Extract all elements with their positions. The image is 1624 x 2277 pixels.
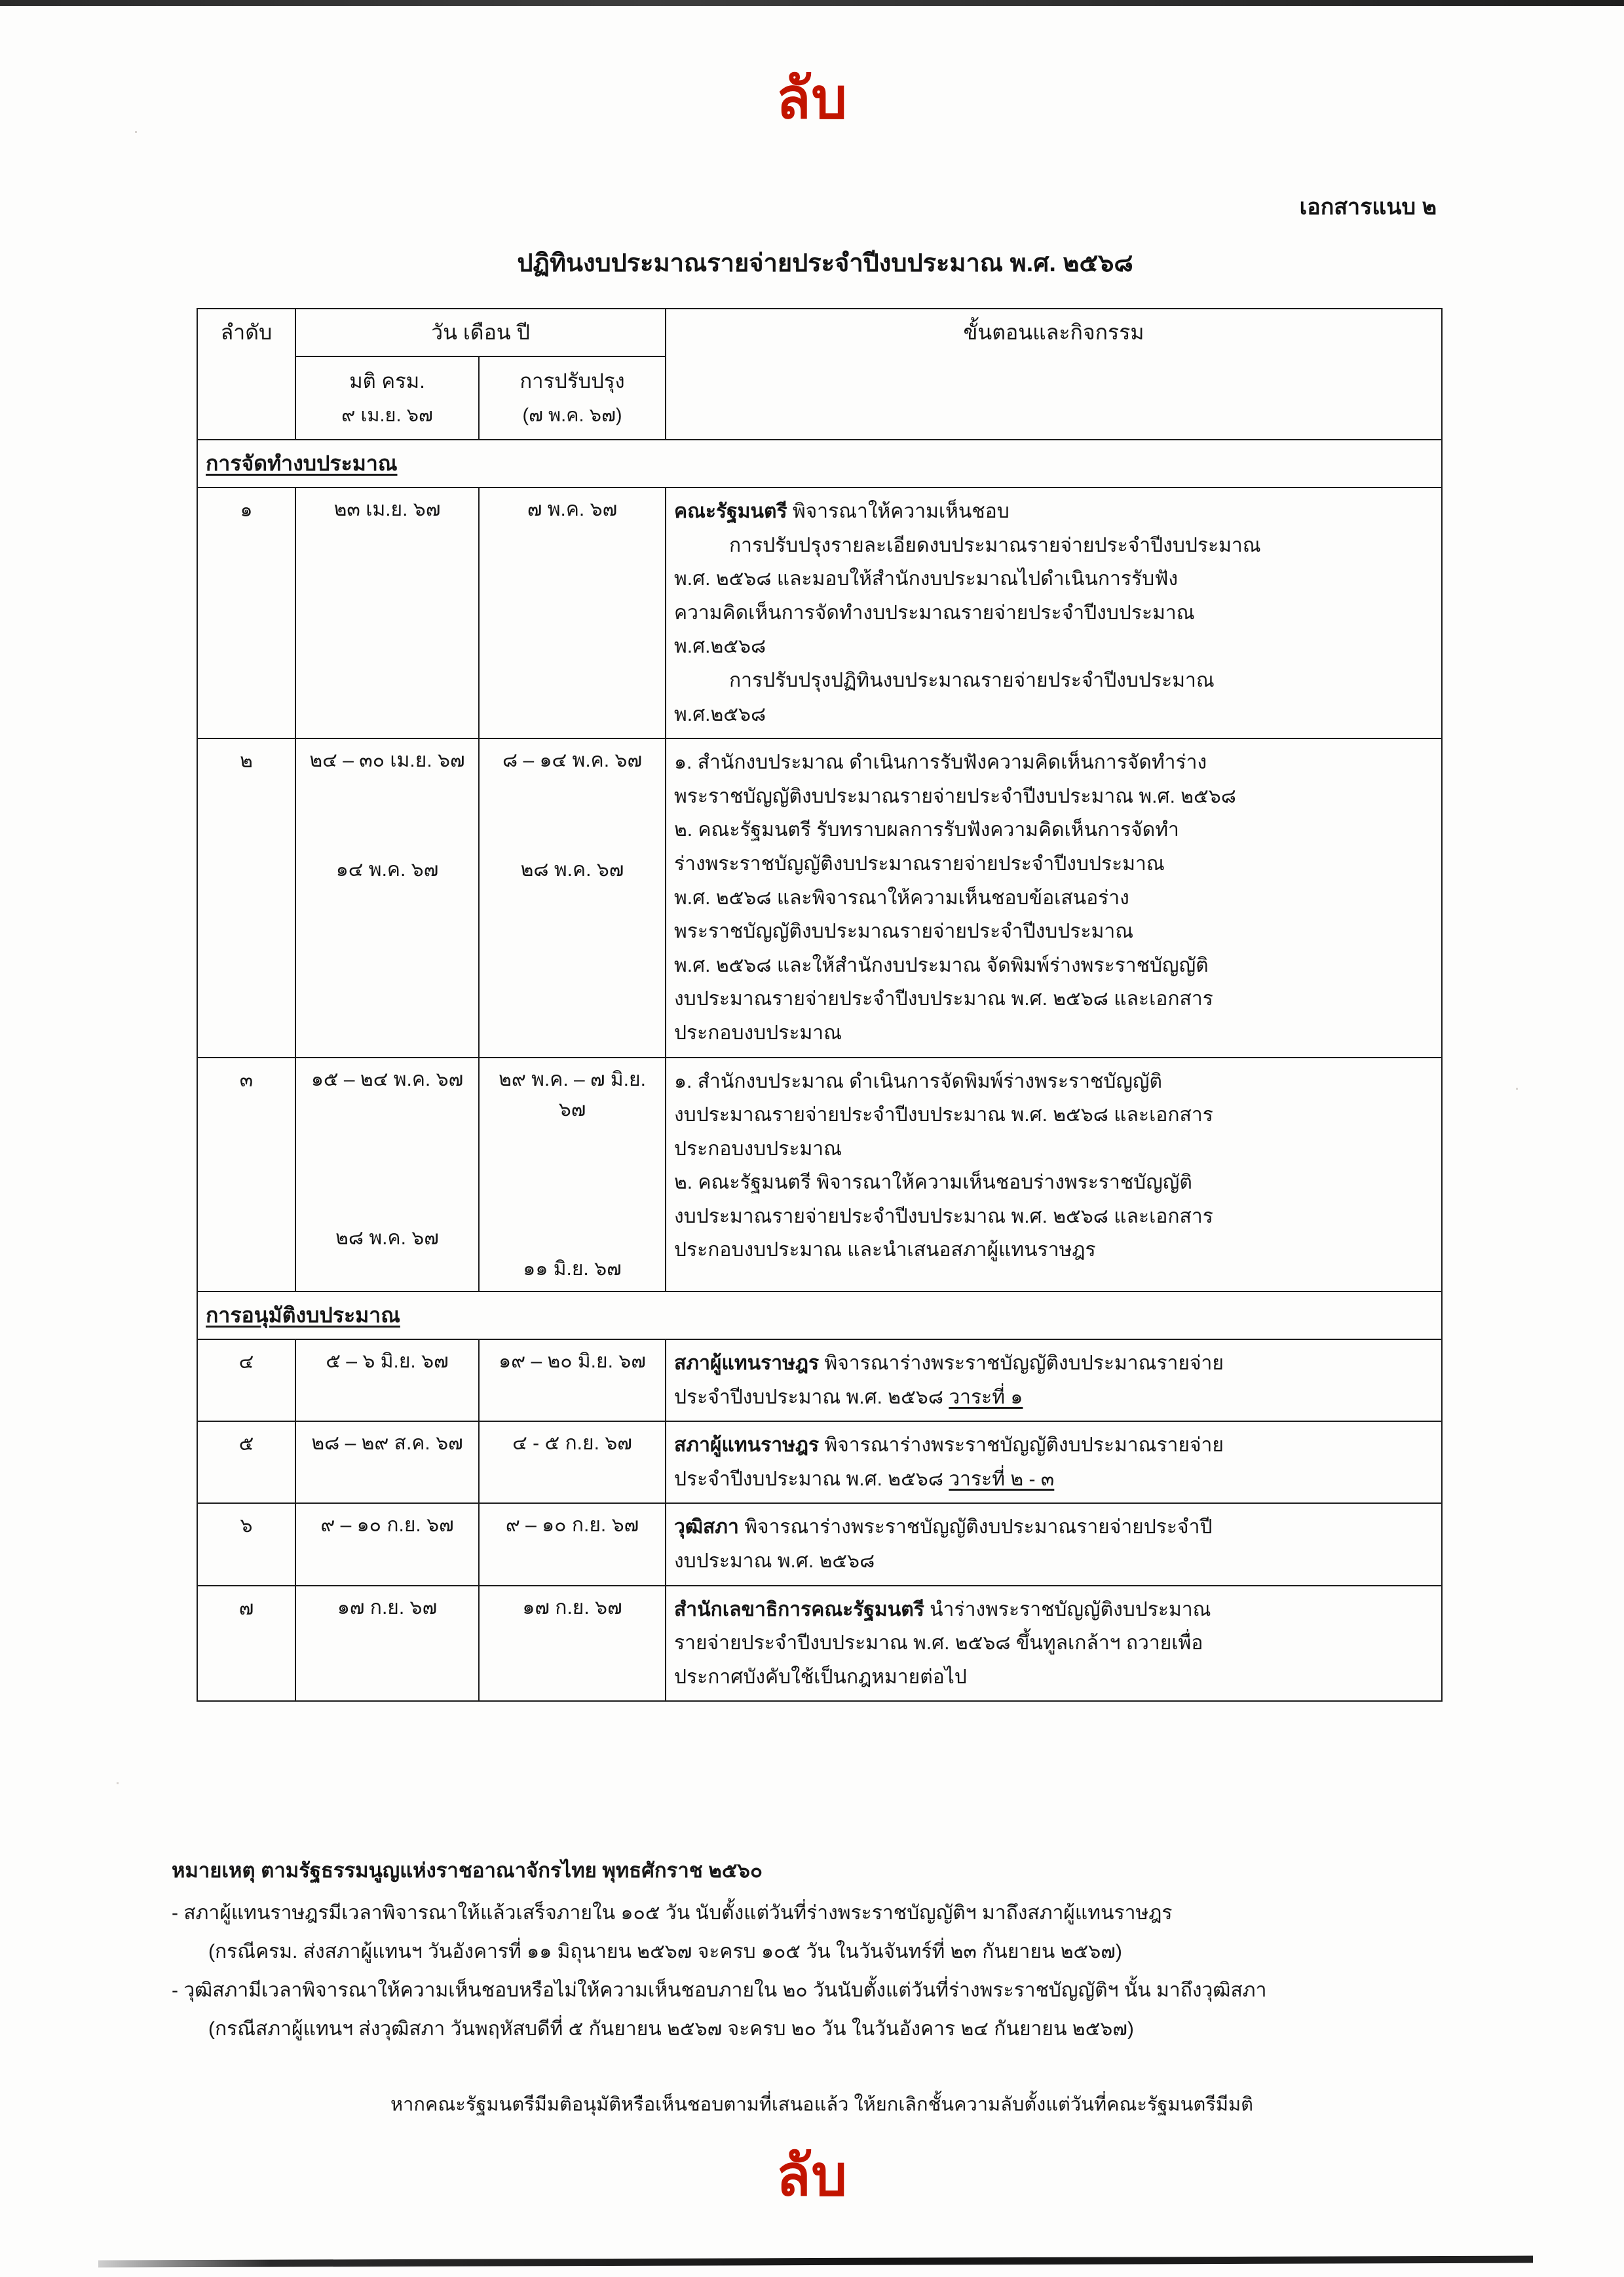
note-line: - สภาผู้แทนราษฎรมีเวลาพิจารณาให้แล้วเสร็จภายใน ๑๐๕ วัน นับตั้งแต่วันที่ร่างพระราชบัญญัติฯ มาถึงสภาผู้แทนราษฎร	[172, 1902, 1173, 1924]
activity-line: ๒. คณะรัฐมนตรี พิจารณาให้ความเห็นชอบร่างพระราชบัญญัติ	[674, 1172, 1192, 1194]
cell-activity	[666, 1586, 1442, 1702]
classification-stamp-bottom: ลับ	[776, 2145, 848, 2208]
table-row	[197, 1503, 1442, 1585]
budget-calendar-table	[197, 308, 1443, 1702]
table-body	[197, 440, 1442, 1701]
cell-date-revised	[479, 1421, 666, 1503]
cell-date-cabinet-primary: ๒๓ เม.ย. ๖๗	[333, 499, 441, 520]
scan-speck	[1516, 1088, 1518, 1090]
activity-line: ๑. สำนักงบประมาณ ดำเนินการรับฟังความคิดเห็นการจัดทำร่าง	[674, 752, 1207, 774]
activity-line: ประจำปีงบประมาณ พ.ศ. ๒๕๖๘ วาระที่ ๑	[674, 1386, 1023, 1408]
scan-edge-top	[0, 0, 1624, 6]
activity-line: ประกาศบังคับใช้เป็นกฎหมายต่อไป	[674, 1666, 967, 1688]
cell-activity	[666, 1058, 1442, 1292]
activity-line: งบประมาณรายจ่ายประจำปีงบประมาณ พ.ศ. ๒๕๖๘ และเอกสาร	[674, 1104, 1213, 1126]
table-row	[197, 1586, 1442, 1702]
cell-sequence: ๔	[197, 1339, 295, 1421]
notes-items	[172, 1894, 1482, 2048]
activity-line: คณะรัฐมนตรี พิจารณาให้ความเห็นชอบ	[674, 501, 1010, 522]
table-section-header-cell	[197, 440, 1442, 488]
cell-sequence: ๖	[197, 1503, 295, 1585]
cell-date-revised	[479, 1586, 666, 1702]
activity-line: ๒. คณะรัฐมนตรี รับทราบผลการรับฟังความคิดเห็นการจัดทำ	[674, 819, 1179, 841]
table-header	[197, 309, 1442, 440]
cell-date-cabinet	[295, 1503, 479, 1585]
section-title: การอนุมัติงบประมาณ	[206, 1303, 400, 1327]
notes-block	[172, 1852, 1482, 2048]
th-date-revised-sub: (๗ พ.ค. ๖๗)	[522, 405, 622, 427]
activity-line: ๑. สำนักงบประมาณ ดำเนินการจัดพิมพ์ร่างพระราชบัญญัติ	[674, 1070, 1162, 1092]
activity-lead: คณะรัฐมนตรี	[674, 501, 787, 522]
cell-date-revised-primary: ๘ – ๑๔ พ.ค. ๖๗	[502, 750, 643, 772]
cell-date-revised-secondary: ๑๑ มิ.ย. ๖๗	[523, 1257, 622, 1280]
classification-stamp-top: ลับ	[776, 67, 848, 130]
cell-date-revised-primary: ๙ – ๑๐ ก.ย. ๖๗	[505, 1514, 639, 1537]
activity-line: พ.ศ. ๒๕๖๘ และมอบให้สำนักงบประมาณไปดำเนินการรับฟัง	[674, 568, 1179, 590]
attachment-label: เอกสารแนบ ๒	[1299, 195, 1437, 220]
activity-line: ความคิดเห็นการจัดทำงบประมาณรายจ่ายประจำปีงบประมาณ	[674, 602, 1195, 624]
cell-date-cabinet-secondary: ๒๘ พ.ค. ๖๗	[335, 1227, 439, 1249]
note-line: (กรณีสภาผู้แทนฯ ส่งวุฒิสภา วันพฤหัสบดีที่ ๕ กันยายน ๒๕๖๗ จะครบ ๒๐ วัน ในวันอังคาร ๒๔ กันยายน ๒๕๖๗)	[208, 2018, 1134, 2040]
page-title: ปฏิทินงบประมาณรายจ่ายประจำปีงบประมาณ พ.ศ. ๒๕๖๘	[517, 250, 1133, 277]
cell-activity	[666, 488, 1442, 738]
th-activity: ขั้นตอนและกิจกรรม	[666, 309, 1442, 440]
cell-date-revised-primary: ๒๙ พ.ค. – ๗ มิ.ย. ๖๗	[499, 1068, 646, 1120]
cell-date-revised-secondary: ๒๘ พ.ค. ๖๗	[520, 858, 624, 881]
activity-line: พ.ศ. ๒๕๖๘ และให้สำนักงบประมาณ จัดพิมพ์ร่างพระราชบัญญัติ	[674, 954, 1209, 976]
activity-line: รายจ่ายประจำปีงบประมาณ พ.ศ. ๒๕๖๘ ขึ้นทูลเกล้าฯ ถวายเพื่อ	[674, 1632, 1203, 1655]
cell-date-cabinet	[295, 1058, 479, 1292]
activity-line: งบประมาณรายจ่ายประจำปีงบประมาณ พ.ศ. ๒๕๖๘ และเอกสาร	[674, 1205, 1213, 1227]
note-line: (กรณีครม. ส่งสภาผู้แทนฯ วันอังคารที่ ๑๑ มิถุนายน ๒๕๖๗ จะครบ ๑๐๕ วัน ในวันจันทร์ที่ ๒๓ กันยายน ๒๕๖๗)	[208, 1940, 1122, 1962]
cell-date-revised	[479, 738, 666, 1057]
activity-reading-stage: วาระที่ ๑	[949, 1386, 1023, 1408]
activity-line: วุฒิสภา พิจารณาร่างพระราชบัญญัติงบประมาณรายจ่ายประจำปี	[674, 1516, 1213, 1539]
table-row	[197, 1339, 1442, 1421]
th-sequence: ลำดับ	[197, 309, 295, 440]
activity-line: สภาผู้แทนราษฎร พิจารณาร่างพระราชบัญญัติงบประมาณรายจ่าย	[674, 1434, 1224, 1457]
cell-date-revised-primary: ๑๙ – ๒๐ มิ.ย. ๖๗	[499, 1350, 646, 1372]
cell-date-cabinet	[295, 738, 479, 1057]
activity-line: สำนักเลขาธิการคณะรัฐมนตรี นำร่างพระราชบัญญัติงบประมาณ	[674, 1598, 1211, 1620]
cell-date-cabinet	[295, 488, 479, 738]
table-section-header-row	[197, 1292, 1442, 1339]
activity-line: พ.ศ.๒๕๖๘	[674, 636, 766, 658]
activity-line: พ.ศ.๒๕๖๘	[674, 703, 766, 725]
activity-lead: วุฒิสภา	[674, 1516, 739, 1539]
notes-heading: หมายเหตุ ตามรัฐธรรมนูญแห่งราชอาณาจักรไทย พุทธศักราช ๒๕๖๐	[172, 1859, 763, 1882]
cell-date-cabinet-primary: ๙ – ๑๐ ก.ย. ๖๗	[320, 1514, 454, 1537]
activity-line: พระราชบัญญัติงบประมาณรายจ่ายประจำปีงบประมาณ	[674, 921, 1134, 943]
cell-activity	[666, 1421, 1442, 1503]
cell-date-revised-primary: ๑๗ ก.ย. ๖๗	[522, 1596, 622, 1618]
activity-lead: สภาผู้แทนราษฎร	[674, 1352, 820, 1374]
th-date-group: วัน เดือน ปี	[295, 309, 666, 356]
activity-line: ประกอบงบประมาณ	[674, 1138, 842, 1160]
cell-date-revised	[479, 1058, 666, 1292]
table-row	[197, 488, 1442, 738]
activity-line: ประกอบงบประมาณ	[674, 1022, 842, 1044]
activity-line: ประจำปีงบประมาณ พ.ศ. ๒๕๖๘ วาระที่ ๒ - ๓	[674, 1468, 1055, 1490]
activity-line: งบประมาณ พ.ศ. ๒๕๖๘	[674, 1550, 875, 1572]
cell-activity	[666, 1339, 1442, 1421]
activity-line: พ.ศ. ๒๕๖๘ และพิจารณาให้ความเห็นชอบข้อเสนอร่าง	[674, 887, 1129, 909]
scan-speck	[135, 131, 137, 133]
activity-line: พระราชบัญญัติงบประมาณรายจ่ายประจำปีงบประมาณ พ.ศ. ๒๕๖๘	[674, 785, 1236, 807]
th-date-revised-main: การปรับปรุง	[519, 370, 625, 392]
cell-date-cabinet-primary: ๑๗ ก.ย. ๖๗	[337, 1596, 438, 1618]
th-date-cabinet-sub: ๙ เม.ย. ๖๗	[341, 405, 433, 427]
closing-statement: หากคณะรัฐมนตรีมีมติอนุมัติหรือเห็นชอบตามที่เสนอแล้ว ให้ยกเลิกชั้นความลับตั้งแต่วันที่คณะรัฐมนตรีมีมติ	[390, 2094, 1253, 2115]
cell-date-cabinet	[295, 1421, 479, 1503]
cell-date-revised-primary: ๗ พ.ค. ๖๗	[527, 499, 618, 520]
scan-edge-bottom	[98, 2256, 1533, 2268]
cell-activity	[666, 738, 1442, 1057]
activity-line: สภาผู้แทนราษฎร พิจารณาร่างพระราชบัญญัติงบประมาณรายจ่าย	[674, 1352, 1224, 1374]
cell-date-revised	[479, 1339, 666, 1421]
cell-date-cabinet-primary: ๑๕ – ๒๔ พ.ค. ๖๗	[311, 1068, 464, 1090]
table-section-header-cell	[197, 1292, 1442, 1339]
activity-lead: สำนักเลขาธิการคณะรัฐมนตรี	[674, 1598, 924, 1620]
cell-sequence: ๕	[197, 1421, 295, 1503]
cell-date-revised	[479, 1503, 666, 1585]
table-section-header-row	[197, 440, 1442, 488]
cell-date-cabinet-primary: ๒๔ – ๓๐ เม.ย. ๖๗	[309, 750, 465, 772]
cell-date-revised	[479, 488, 666, 738]
scan-speck	[117, 1782, 119, 1784]
cell-sequence: ๒	[197, 738, 295, 1057]
table-row	[197, 738, 1442, 1057]
activity-line: ประกอบงบประมาณ และนำเสนอสภาผู้แทนราษฎร	[674, 1239, 1096, 1261]
table-row	[197, 1421, 1442, 1503]
cell-date-cabinet-primary: ๒๘ – ๒๙ ส.ค. ๖๗	[311, 1432, 463, 1455]
cell-sequence: ๗	[197, 1586, 295, 1702]
cell-date-cabinet	[295, 1339, 479, 1421]
cell-sequence: ๑	[197, 488, 295, 738]
th-date-cabinet	[295, 356, 479, 440]
cell-date-revised-primary: ๔ - ๕ ก.ย. ๖๗	[512, 1432, 632, 1455]
th-date-revised	[479, 356, 666, 440]
activity-line: การปรับปรุงรายละเอียดงบประมาณรายจ่ายประจำปีงบประมาณ	[729, 534, 1261, 556]
cell-date-cabinet-secondary: ๑๔ พ.ค. ๖๗	[335, 858, 439, 881]
cell-date-cabinet-primary: ๕ – ๖ มิ.ย. ๖๗	[326, 1350, 449, 1372]
th-date-cabinet-main: มติ ครม.	[349, 370, 425, 392]
cell-date-cabinet	[295, 1586, 479, 1702]
note-line: - วุฒิสภามีเวลาพิจารณาให้ความเห็นชอบหรือไม่ให้ความเห็นชอบภายใน ๒๐ วันนับตั้งแต่วันที่ร่างพระราชบัญญัติฯ นั้น มาถึงวุฒิสภา	[172, 1979, 1267, 2001]
table-row	[197, 1058, 1442, 1292]
cell-sequence: ๓	[197, 1058, 295, 1292]
section-title: การจัดทำงบประมาณ	[206, 451, 398, 475]
activity-reading-stage: วาระที่ ๒ - ๓	[949, 1468, 1055, 1490]
activity-line: การปรับปรุงปฏิทินงบประมาณรายจ่ายประจำปีงบประมาณ	[729, 669, 1215, 691]
activity-lead: สภาผู้แทนราษฎร	[674, 1434, 820, 1457]
cell-activity	[666, 1503, 1442, 1585]
activity-line: ร่างพระราชบัญญัติงบประมาณรายจ่ายประจำปีงบประมาณ	[674, 852, 1165, 875]
activity-line: งบประมาณรายจ่ายประจำปีงบประมาณ พ.ศ. ๒๕๖๘ และเอกสาร	[674, 988, 1213, 1010]
